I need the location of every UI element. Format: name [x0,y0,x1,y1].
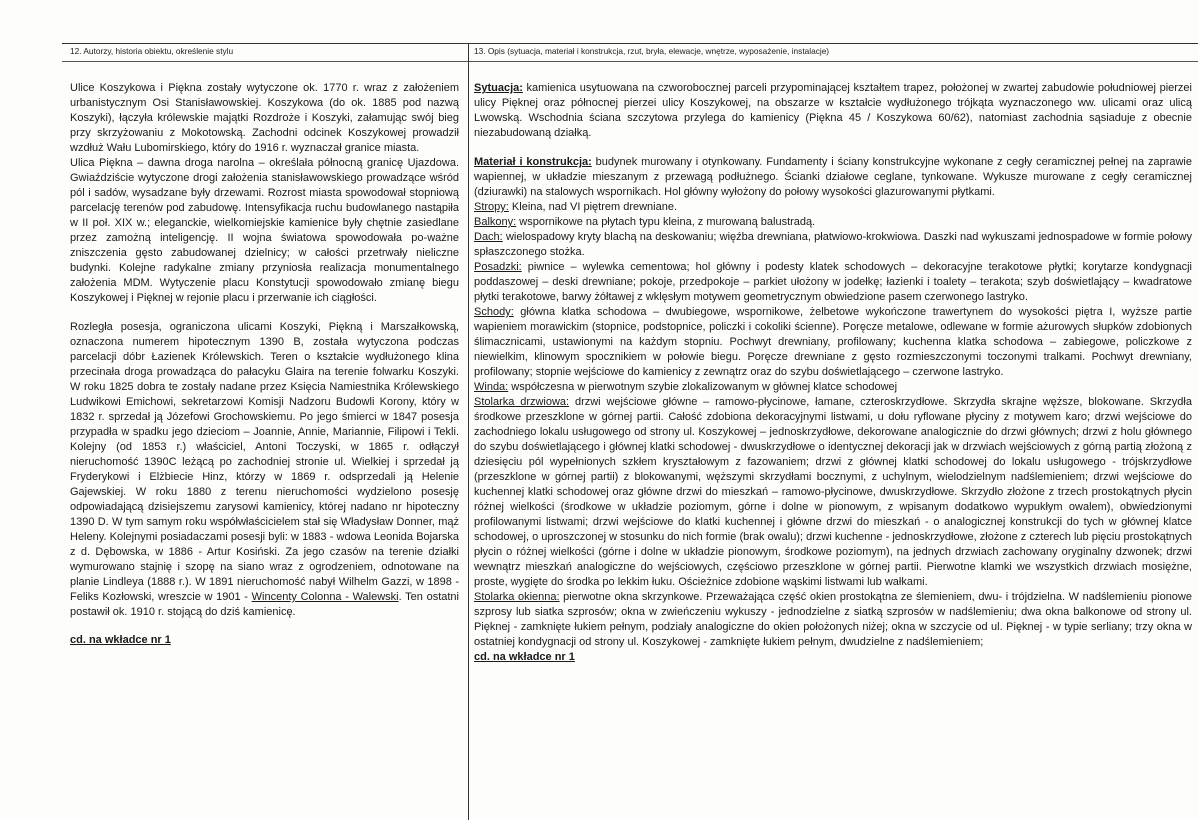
section-text: piwnice – wylewka cementowa; hol główny i podesty klatek schodowych – dekoracyjne terakotowe płytki; korytarze kondygnacji poddaszowej – deski drewniane; pokoje, przedpokoje – parkiet ułożony w jodełkę; łazienki i toalety – terakota; szyb doświetlający – kwadratowe płytki terakotowe, barwy żółtawej z wklęsłym motywem geometrycznym obwiedzione pasem czerwonego lastryko. [474,261,1192,303]
section-label: Dach: [474,231,503,243]
section-material [474,155,1192,200]
top-border [62,43,1198,44]
continued-note-left: cd. na wkładce nr 1 [70,634,171,646]
section-text: współczesna w pierwotnym szybie zlokalizowanym w głównej klatce schodowej [508,381,898,393]
history-paragraph-3-text: Rozległa posesja, ograniczona ulicami Koszyki, Piękną i Marszałkowską, oznaczona numerem hipotecznym 1390 B, została wytyczona podczas parcelacji dóbr Łazienek Królewskich. Teren o kształcie wydłużonego klina przecinała droga prowadząca do pałacyku Glaira na terenie folwarku Koszyki. W roku 1825 dobra te zostały nadane przez Księcia Namiestnika Królewskiego Ludwikowi Emichowi, sekretarzowi Komisji Nadzoru Budowli Korony, który w 1832 r. sprzedał ją Józefowi Grochowskiemu. Po jego śmierci w 1847 posesja przypadła w spadku jego dzieciom – Joannie, Annie, Mariannie, Filipowi i Tekli. Kolejny (od 1853 r.) właściciel, Antoni Toczyski, w 1865 r. odłączył nieruchomość 1390C leżącą po zachodniej stronie ul. Wielkiej i sprzedał ją Fryderykowi i Elżbiecie Hinz, którzy w 1869 r. odsprzedali ją Helenie Gajewskiej. W roku 1880 z terenu nieruchomości wydzielono posesję odpowiadającą dzisiejszemu zarysowi kamienicy, której nadano nr hipoteczny 1390 D. W tym samym roku współwłaścicielem stał się Władysław Donner, mąż Heleny. Kolejnymi posiadaczami posesji byli: w 1883 - wdowa Leonida Bojarska z d. Dębowska, w 1886 - Artur Kosiński. Za jego czasów na terenie działki wymurowano stajnię i szopę na siano wraz z ogrodzeniem, odnotowane na planie Lindleya (1888 r.). W 1891 nieruchomość nabył Wilhelm Gazzi, w 1898 - Feliks Kozłowski, wreszcie w 1901 - [70,321,459,603]
section-sytuacja [474,81,1192,141]
history-paragraph-2: Ulica Piękna – dawna droga narolna – określała północną granicę Ujazdowa. Gwiaździście wytyczone drogi założenia stanisławowskiego prowadzące wśród pól i sadów, wysadzane były drzewami. Rozrost miasta spowodował stopniową parcelację terenów pod zabudowę. Intensyfikacja ruchu budowlanego nastąpiła w II poł. XIX w.; eleganckie, wielkomiejskie kamienice były chętnie zasiedlane przez zamożną inteligencję. II wojna światowa spowodowała po-ważne zniszczenia gęsto zabudowanej dzielnicy; w całości przetrwały nieliczne budynki. Kolejne radykalne zmiany przyniosła realizacja monumentalnego założenia MDM. Wytyczenie placu Konstytucji spowodowało zmianę biegu Koszykowej i Pięknej w rejonie placu i przerwanie ich ciągłości. [70,157,459,304]
section-schody [474,305,1192,380]
section-balkony [474,215,1192,230]
section-label: Posadzki: [474,261,522,273]
section-label: Stolarka drzwiowa: [474,396,570,408]
section-stolarka-okienna [474,590,1192,650]
section-label: Materiał i konstrukcja: [474,156,592,168]
section-posadzki [474,260,1192,305]
history-paragraph-3 [70,320,459,620]
section-label: Schody: [474,306,514,318]
continued-note-right: cd. na wkładce nr 1 [474,651,575,663]
section-label: Sytuacja: [474,82,523,94]
section-dach [474,230,1192,260]
column-divider [468,43,469,820]
owner-name-underlined: Wincenty Colonna - Walewski [251,591,399,603]
section-text: wspornikowe na płytach typu kleina, z murowaną balustradą. [516,216,816,228]
left-header-rule [62,61,468,62]
description-column [474,81,1192,665]
history-paragraph-3-end: . Ten ostatni postawił ok. 1910 r. stojącą do dziś kamienicę. [70,591,459,618]
section-label: Winda: [474,381,509,393]
section-text: pierwotne okna skrzynkowe. Przeważająca część okien prostokątna ze ślemieniem, dwu- i trójdzielna. W nadślemieniu pionowe szprosy lub siatka szprosów; okna w zwieńczeniu wykuszy - jednodzielne z siatką szprosów w nadślemieniu; dwa okna balkonowe od strony ul. Pięknej - zamknięte łukiem pełnym, podziały analogiczne do okien położonych niżej; okna w szczycie od ul. Pięknej - w typie serliany; trzy okna w ostatniej kondygnacji od strony ul. Koszykowej - zamknięte łukiem pełnym, dwudzielne z nadślemieniem; [474,591,1192,648]
section-stropy [474,200,1192,215]
section-text: Kleina, nad VI piętrem drewniane. [508,201,678,213]
section-label: Stropy: [474,201,509,213]
right-header-rule [469,61,1198,62]
right-column-header: 13. Opis (sytuacja, materiał i konstrukcja, rzut, bryła, elewacje, wnętrze, wyposażenie, instalacje) [474,46,830,56]
section-stolarka-drzwiowa [474,395,1192,590]
section-text: drzwi wejściowe główne – ramowo-płycinowe, łamane, czteroskrzydłowe. Skrzydła skrajne węższe, blokowane. Skrzydła środkowe przeszklone w górnej partii. Całość zdobiona dekoracyjnymi listwami, u dołu ryflowane płyciny z motywem karo; drzwi wejściowe do zachodniego lokalu usługowego od strony ul. Koszykowej – jednoskrzydłowe, dekorowane analogicznie do drzwi głównych; drzwi z holu głównego do szybu doświetlającego i głównej klatki schodowej - dwuskrzydłowe o identycznej dekoracji jak w drzwiach wejściowych z górną partią złożoną z dziesięciu pól wypełnionych szkłem kryształowym z fazowaniem; drzwi z głównej klatki schodowej do lokalu usługowego - trójskrzydłowe (przeszklone w górnej partii) z blokowanymi, węższymi skrzydłami bocznymi, z uchylnym, wielodzielnym nadślemieniem; drzwi wejściowe do kuchennej klatki schodowej oraz główne drzwi do mieszkań – ramowo-płycinowe, dwuskrzydłowe. Skrzydło złożone z trzech prostokątnych płycin różnej wielkości (środkowe w układzie poziomym, górne i dolne w pionowym, z wpisanym dodatkowo wypukłym owalem), obwiedzionymi profilowanymi listwami; drzwi wejściowe do klatki kuchennej i główne drzwi do mieszkań - o analogicznej konstrukcji do tych w głównej klatce schodowej, o uproszczonej w stosunku do nich formie (brak owalu); drzwi kuchenne - jednoskrzydłowe, złożone z czterech lub pięciu prostokątnych płycin o różnej wielkości (górne i dolne w układzie pionowym, środkowe poziomym), na jednych drzwiach zachowany oryginalny dzwonek; drzwi wewnątrz mieszkań analogiczne do wejściowych, częściowo przeszklone w górnej partii. Pierwotne klamki we wszystkich drzwiach mosiężne, proste, wygięte do środka po lekkim łuku. Ościeżnice zdobione wąskimi listwami lub wałkami. [474,396,1192,588]
section-label: Balkony: [474,216,517,228]
section-text: kamienica usytuowana na czworobocznej parceli przypominającej kształtem trapez, położonej w zwartej zabudowie południowej pierzei ulicy Pięknej oraz północnej pierzei ulicy Koszykowej, na obszarze w kształcie wydłużonego trójkąta wyznaczonego ww. ulicami oraz ulicą Lwowską. Wschodnia ściana szczytowa przylega do kamienicy (Piękna 45 / Koszykowa 60/62), natomiast zachodnia sąsiaduje z obecnie niezabudowaną działką. [474,82,1192,139]
history-column [70,81,459,648]
section-text: budynek murowany i otynkowany. Fundamenty i ściany konstrukcyjne wykonane z cegły ceramicznej pełnej na zaprawie wapiennej, w układzie mieszanym z przewagą podłużnego. Ścianki działowe ceglane, tynkowane. Wykusze murowane z cegły ceramicznej (dziurawki) na stalowych wspornikach. Hol główny wyłożony do połowy wysokości glazurowanymi płytkami. [474,156,1192,198]
history-paragraph-1: Ulice Koszykowa i Piękna zostały wytyczone ok. 1770 r. wraz z założeniem urbanistycznym Osi Stanisławowskiej. Koszykowa (do ok. 1885 pod nazwą Koszyki), łączyła królewskie majątki Rozdroże i Koszyki, załamując swój bieg przy skrzyżowaniu z Mokotowską. Zachodni odcinek Koszykowej prowadził wzdłuż Wału Lubomirskiego, który do 1916 r. wyznaczał granice miasta. [70,82,459,154]
left-column-header: 12. Autorzy, historia obiektu, określenie stylu [70,46,234,56]
section-label: Stolarka okienna: [474,591,560,603]
section-text: wielospadowy kryty blachą na deskowaniu; więźba drewniana, płatwiowo-krokwiowa. Daszki nad wykuszami jednospadowe w formie połowy spłaszczonego stożka. [474,231,1192,258]
section-text: główna klatka schodowa – dwubiegowe, wspornikowe, żelbetowe wykończone trawertynem do wysokości piętra I, wyższe partie wapieniem morawickim (stopnice, podstopnice, policzki i cokoliki ścienne). Poręcze metalowe, odlewane w formie ażurowych słupków zdobionych ślimacznicami, ustawionymi na każdym stopniu. Pochwyt drewniany, profilowany; kuchenna klatka schodowa – zabiegowe, policzkowe z niewielkim, klinowym spocznikiem w połowie biegu. Poręcze drewniane z gęsto rozmieszczonymi toczonymi tralkami. Pochwyt drewniany, profilowany; stopnie wejściowe do kamienicy z zewnątrz oraz do szybu doświetlającego – czerwone lastryko. [474,306,1192,378]
section-winda [474,380,1192,395]
